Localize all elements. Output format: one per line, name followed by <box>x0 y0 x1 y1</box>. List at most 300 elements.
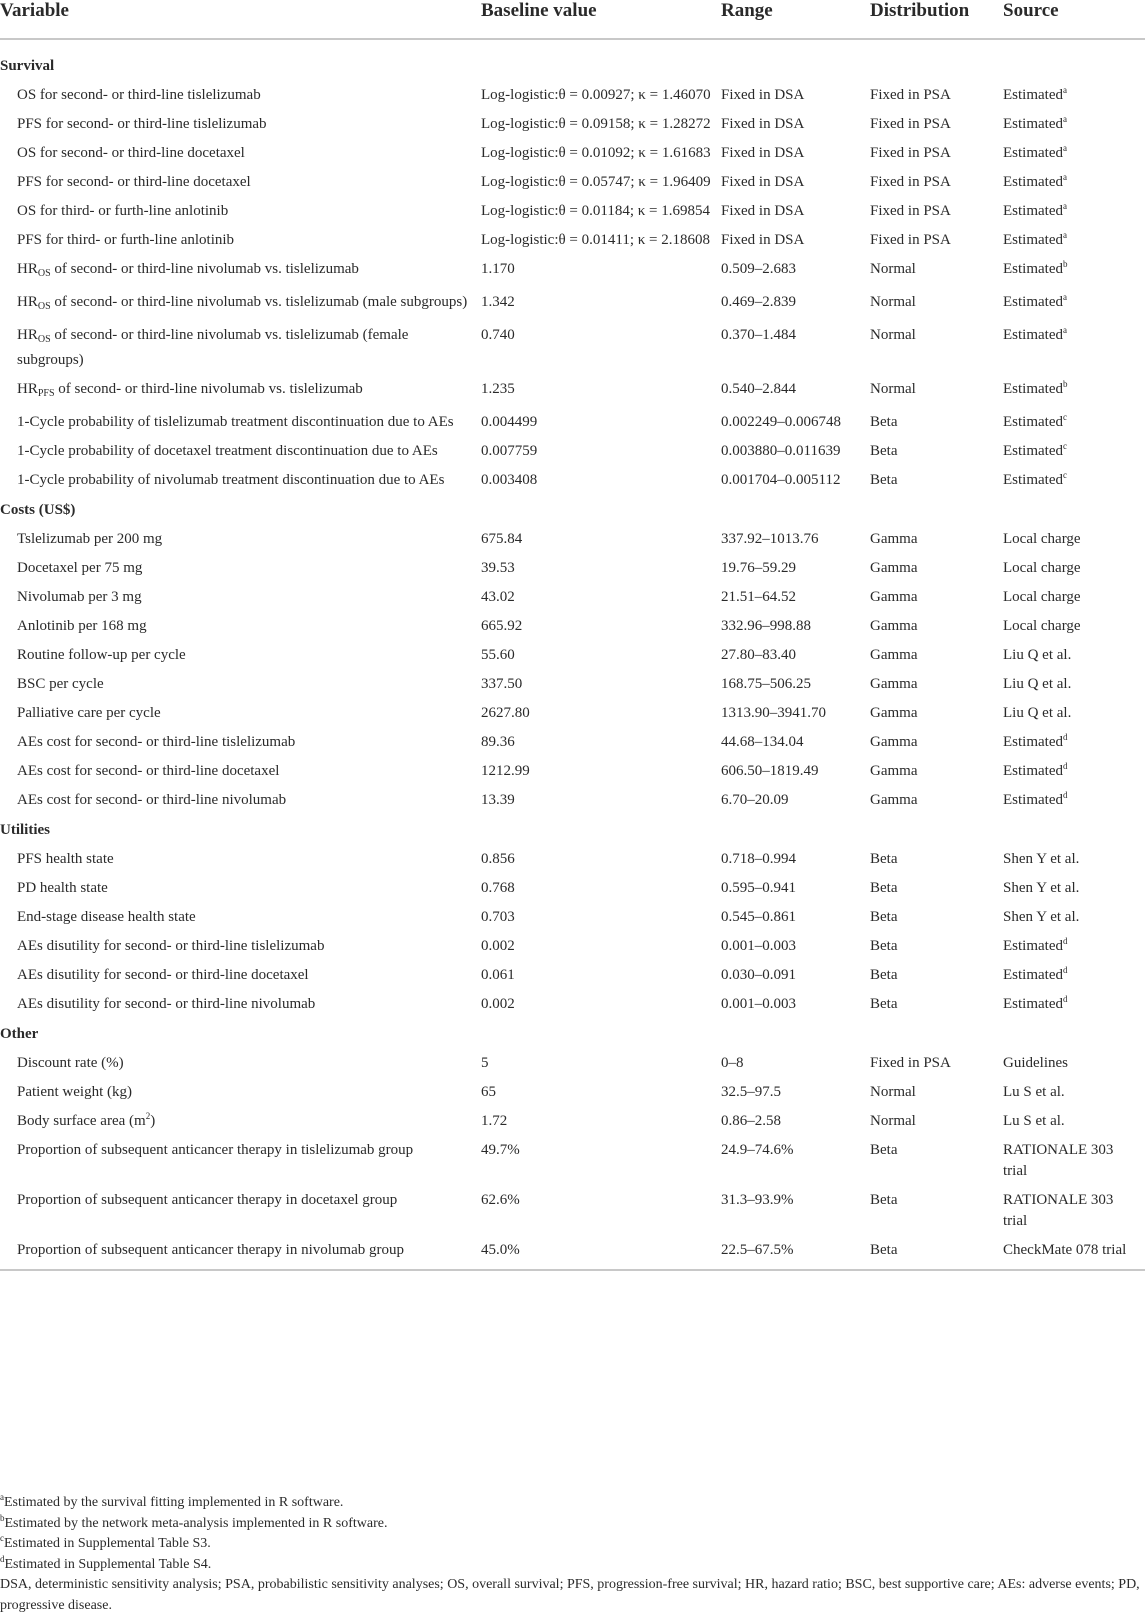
variable-text: 1-Cycle probability of nivolumab treatment discontinuation due to AEs <box>17 472 445 488</box>
table-row <box>0 873 1145 902</box>
variable-text: HR <box>17 261 38 277</box>
distribution-cell: Gamma <box>870 763 918 779</box>
source-text: Estimated <box>1003 327 1063 343</box>
baseline-value-cell: 0.856 <box>481 851 515 867</box>
source-footnote-mark: d <box>1063 761 1068 771</box>
distribution-cell: Normal <box>870 381 916 397</box>
variable-cell <box>0 844 481 873</box>
range-cell: 21.51–64.52 <box>721 589 796 605</box>
range-cell: 19.76–59.29 <box>721 560 796 576</box>
variable-cell <box>0 138 481 167</box>
variable-text-suffix: ) <box>150 1113 156 1129</box>
table-row <box>0 756 1145 785</box>
variable-subscript: OS <box>37 301 51 312</box>
variable-cell <box>0 989 481 1018</box>
distribution-cell: Fixed in PSA <box>870 174 951 190</box>
variable-cell <box>0 931 481 960</box>
footnote-d-mark: d <box>0 1553 5 1564</box>
header-source: Source <box>1003 0 1145 39</box>
range-cell: Fixed in DSA <box>721 203 805 219</box>
variable-cell <box>0 374 481 407</box>
baseline-value-cell: Log-logistic:θ = 0.01184; κ = 1.69854 <box>481 203 711 219</box>
variable-cell <box>0 1106 481 1135</box>
source-footnote-mark: b <box>1063 259 1068 269</box>
variable-cell <box>0 960 481 989</box>
baseline-value-cell: 2627.80 <box>481 705 530 721</box>
variable-text: Tslelizumab per 200 mg <box>17 531 163 547</box>
variable-cell <box>0 1235 481 1270</box>
section-row <box>0 1018 1145 1048</box>
baseline-value-cell: Log-logistic:θ = 0.00927; κ = 1.46070 <box>481 87 711 103</box>
variable-text: OS for second- or third-line tislelizumab <box>17 87 261 103</box>
distribution-cell: Beta <box>870 938 898 954</box>
variable-text: HR <box>17 327 38 343</box>
source-text: Liu Q et al. <box>1003 705 1072 721</box>
variable-text: PFS for second- or third-line docetaxel <box>17 174 251 190</box>
source-cell <box>1003 582 1145 611</box>
range-cell: Fixed in DSA <box>721 145 805 161</box>
distribution-cell: Beta <box>870 967 898 983</box>
source-footnote-mark: d <box>1063 790 1068 800</box>
source-cell <box>1003 407 1145 436</box>
variable-cell <box>0 553 481 582</box>
variable-text: Proportion of subsequent anticancer therapy in tislelizumab group <box>17 1142 414 1158</box>
source-text: Local charge <box>1003 618 1081 634</box>
source-cell <box>1003 698 1145 727</box>
variable-subscript: OS <box>37 334 51 345</box>
table-row <box>0 931 1145 960</box>
range-cell: 0.001–0.003 <box>721 938 796 954</box>
baseline-value-cell: 1.235 <box>481 381 515 397</box>
source-text: Estimated <box>1003 232 1063 248</box>
variable-text: AEs disutility for second- or third-line nivolumab <box>17 996 316 1012</box>
source-text: Estimated <box>1003 294 1063 310</box>
table-row <box>0 167 1145 196</box>
variable-text-suffix: of second- or third-line nivolumab vs. tislelizumab (male subgroups) <box>50 294 468 310</box>
source-footnote-mark: a <box>1063 114 1067 124</box>
distribution-cell: Fixed in PSA <box>870 116 951 132</box>
distribution-cell: Normal <box>870 261 916 277</box>
source-text: Shen Y et al. <box>1003 909 1080 925</box>
range-cell: 44.68–134.04 <box>721 734 804 750</box>
baseline-value-cell: 0.003408 <box>481 472 538 488</box>
baseline-value-cell: Log-logistic:θ = 0.01092; κ = 1.61683 <box>481 145 711 161</box>
source-footnote-mark: c <box>1063 412 1067 422</box>
footnote-c-mark: c <box>0 1533 4 1543</box>
table-row <box>0 1135 1145 1185</box>
source-text: Estimated <box>1003 145 1063 161</box>
variable-text: End-stage disease health state <box>17 909 196 925</box>
range-cell: 27.80–83.40 <box>721 647 796 663</box>
distribution-cell: Fixed in PSA <box>870 145 951 161</box>
source-cell <box>1003 1048 1145 1077</box>
footnote-a-mark: a <box>0 1492 4 1502</box>
table-row <box>0 1077 1145 1106</box>
variable-cell <box>0 109 481 138</box>
baseline-value-cell: 1.72 <box>481 1113 508 1129</box>
distribution-cell: Normal <box>870 294 916 310</box>
source-cell <box>1003 1185 1145 1235</box>
variable-cell <box>0 1185 481 1235</box>
source-footnote-mark: a <box>1063 230 1067 240</box>
range-cell: 332.96–998.88 <box>721 618 811 634</box>
source-cell <box>1003 873 1145 902</box>
source-text: Estimated <box>1003 996 1063 1012</box>
table-row <box>0 582 1145 611</box>
distribution-cell: Beta <box>870 1142 898 1158</box>
variable-cell <box>0 167 481 196</box>
footnote-a-text: Estimated by the survival fitting implemented in R software. <box>4 1495 344 1510</box>
table-row <box>0 669 1145 698</box>
distribution-cell: Gamma <box>870 676 918 692</box>
source-cell <box>1003 225 1145 254</box>
variable-text: AEs cost for second- or third-line docetaxel <box>17 763 280 779</box>
source-text: Estimated <box>1003 174 1063 190</box>
header-distribution: Distribution <box>870 0 1003 39</box>
variable-cell <box>0 1135 481 1185</box>
source-text: Estimated <box>1003 381 1063 397</box>
section-title: Costs (US$) <box>0 502 76 518</box>
header-range: Range <box>721 0 870 39</box>
footnote-b <box>0 1514 1145 1535</box>
source-footnote-mark: d <box>1063 965 1068 975</box>
header-baseline-value: Baseline value <box>481 0 721 39</box>
variable-cell <box>0 80 481 109</box>
source-footnote-mark: a <box>1063 292 1067 302</box>
source-cell <box>1003 254 1145 287</box>
variable-cell <box>0 902 481 931</box>
range-cell: Fixed in DSA <box>721 174 805 190</box>
source-text: Estimated <box>1003 967 1063 983</box>
baseline-value-cell: 89.36 <box>481 734 515 750</box>
variable-text: OS for third- or furth-line anlotinib <box>17 203 229 219</box>
table-row <box>0 138 1145 167</box>
source-text: Local charge <box>1003 531 1081 547</box>
source-footnote-mark: a <box>1063 325 1067 335</box>
distribution-cell: Fixed in PSA <box>870 203 951 219</box>
table-row <box>0 80 1145 109</box>
source-text: RATIONALE 303 trial <box>1003 1192 1114 1229</box>
baseline-value-cell: 0.768 <box>481 880 515 896</box>
range-cell: 0.509–2.683 <box>721 261 796 277</box>
source-cell <box>1003 902 1145 931</box>
variable-text: Palliative care per cycle <box>17 705 161 721</box>
table-row <box>0 524 1145 553</box>
range-cell: 22.5–67.5% <box>721 1235 870 1270</box>
distribution-cell: Normal <box>870 327 916 343</box>
distribution-cell: Gamma <box>870 531 918 547</box>
range-cell: 6.70–20.09 <box>721 792 789 808</box>
variable-text: Proportion of subsequent anticancer therapy in nivolumab group <box>17 1242 404 1258</box>
source-cell <box>1003 989 1145 1018</box>
baseline-value-cell: 675.84 <box>481 531 523 547</box>
range-cell: 0.86–2.58 <box>721 1113 781 1129</box>
source-cell <box>1003 611 1145 640</box>
variable-cell <box>0 640 481 669</box>
table-row <box>0 320 1145 374</box>
range-cell: Fixed in DSA <box>721 116 805 132</box>
variable-text: Proportion of subsequent anticancer therapy in docetaxel group <box>17 1192 398 1208</box>
table-row <box>0 1106 1145 1135</box>
table-row <box>0 785 1145 814</box>
section-row <box>0 814 1145 844</box>
header-row <box>0 0 1145 39</box>
source-text: Shen Y et al. <box>1003 880 1080 896</box>
baseline-value-cell: 1.342 <box>481 294 515 310</box>
range-cell: 606.50–1819.49 <box>721 763 819 779</box>
variable-cell <box>0 1077 481 1106</box>
distribution-cell: Gamma <box>870 560 918 576</box>
source-text: Estimated <box>1003 116 1063 132</box>
distribution-cell: Normal <box>870 1113 916 1129</box>
baseline-value-cell: 0.061 <box>481 967 515 983</box>
range-cell: 0.001704–0.005112 <box>721 472 841 488</box>
distribution-cell: Beta <box>870 996 898 1012</box>
range-cell: 24.9–74.6% <box>721 1142 794 1158</box>
table-row <box>0 844 1145 873</box>
variable-text: AEs cost for second- or third-line tislelizumab <box>17 734 296 750</box>
source-cell <box>1003 669 1145 698</box>
source-cell <box>1003 109 1145 138</box>
variable-text: Discount rate (%) <box>17 1055 124 1071</box>
distribution-cell: Gamma <box>870 647 918 663</box>
section-title: Other <box>0 1026 39 1042</box>
variable-text-suffix: of second- or third-line nivolumab vs. tislelizumab <box>54 381 363 397</box>
source-cell <box>1003 287 1145 320</box>
baseline-value-cell: 39.53 <box>481 560 515 576</box>
variable-cell <box>0 407 481 436</box>
source-footnote-mark: c <box>1063 441 1067 451</box>
source-text: Estimated <box>1003 261 1063 277</box>
source-footnote-mark: d <box>1063 936 1068 946</box>
table-row <box>0 254 1145 287</box>
variable-text: BSC per cycle <box>17 676 104 692</box>
baseline-value-cell: Log-logistic:θ = 0.01411; κ = 2.18608 <box>481 232 711 248</box>
variable-text-suffix: of second- or third-line nivolumab vs. tislelizumab (female subgroups) <box>17 327 409 368</box>
distribution-cell: Beta <box>870 414 898 430</box>
table-row <box>0 553 1145 582</box>
source-text: Estimated <box>1003 87 1063 103</box>
table-row <box>0 698 1145 727</box>
distribution-cell: Beta <box>870 443 898 459</box>
variable-cell <box>0 436 481 465</box>
variable-text: PFS health state <box>17 851 114 867</box>
table-row <box>0 640 1145 669</box>
baseline-value-cell: Log-logistic:θ = 0.09158; κ = 1.28272 <box>481 116 711 132</box>
section-title: Utilities <box>0 822 50 838</box>
variable-cell <box>0 196 481 225</box>
source-cell <box>1003 727 1145 756</box>
range-cell: 0.718–0.994 <box>721 851 796 867</box>
table-row <box>0 989 1145 1018</box>
baseline-value-cell: 5 <box>481 1055 489 1071</box>
distribution-cell: Fixed in PSA <box>870 87 951 103</box>
footnotes <box>0 1493 1145 1616</box>
variable-superscript: 2 <box>145 1111 151 1121</box>
table-row <box>0 1235 1145 1270</box>
variable-cell <box>0 1048 481 1077</box>
source-cell <box>1003 1106 1145 1135</box>
variable-text-suffix: of second- or third-line nivolumab vs. tislelizumab <box>50 261 359 277</box>
variable-cell <box>0 465 481 494</box>
table-row <box>0 1048 1145 1077</box>
source-cell <box>1003 844 1145 873</box>
footnote-b-mark: b <box>0 1512 5 1523</box>
baseline-value-cell: 0.004499 <box>481 414 538 430</box>
range-cell: 337.92–1013.76 <box>721 531 819 547</box>
source-cell <box>1003 138 1145 167</box>
table-row <box>0 611 1145 640</box>
source-cell <box>1003 1077 1145 1106</box>
variable-text: 1-Cycle probability of docetaxel treatment discontinuation due to AEs <box>17 443 438 459</box>
source-cell <box>1003 553 1145 582</box>
source-footnote-mark: b <box>1063 379 1068 389</box>
section-row <box>0 39 1145 80</box>
baseline-value-cell: 665.92 <box>481 618 523 634</box>
distribution-cell: Beta <box>870 909 898 925</box>
footnote-a <box>0 1493 1145 1514</box>
range-cell: 32.5–97.5 <box>721 1084 781 1100</box>
source-cell <box>1003 785 1145 814</box>
variable-cell <box>0 582 481 611</box>
variable-cell <box>0 698 481 727</box>
source-cell <box>1003 640 1145 669</box>
baseline-value-cell: 62.6% <box>481 1192 520 1208</box>
source-text: Estimated <box>1003 938 1063 954</box>
source-cell <box>1003 374 1145 407</box>
variable-cell <box>0 254 481 287</box>
table-row <box>0 407 1145 436</box>
baseline-value-cell: 43.02 <box>481 589 515 605</box>
range-cell: 0.370–1.484 <box>721 327 796 343</box>
variable-text: Body surface area (m <box>17 1113 146 1129</box>
source-text: Estimated <box>1003 472 1063 488</box>
table-row <box>0 109 1145 138</box>
variable-cell <box>0 611 481 640</box>
distribution-cell: Normal <box>870 1084 916 1100</box>
range-cell: Fixed in DSA <box>721 232 805 248</box>
baseline-value-cell: Log-logistic:θ = 0.05747; κ = 1.96409 <box>481 174 711 190</box>
header-variable: Variable <box>0 0 481 39</box>
source-footnote-mark: a <box>1063 143 1067 153</box>
variable-cell <box>0 669 481 698</box>
range-cell: 0.545–0.861 <box>721 909 796 925</box>
range-cell: 168.75–506.25 <box>721 676 811 692</box>
table-row <box>0 225 1145 254</box>
variable-text: Patient weight (kg) <box>17 1084 132 1100</box>
source-cell <box>1003 931 1145 960</box>
distribution-cell: Gamma <box>870 734 918 750</box>
source-footnote-mark: a <box>1063 85 1067 95</box>
footnote-c-text: Estimated in Supplemental Table S3. <box>4 1536 211 1551</box>
variable-cell <box>0 320 481 374</box>
table-row <box>0 287 1145 320</box>
variable-text: Anlotinib per 168 mg <box>17 618 147 634</box>
baseline-value-cell: 65 <box>481 1084 496 1100</box>
table-row <box>0 727 1145 756</box>
range-cell: 31.3–93.9% <box>721 1192 794 1208</box>
variable-text: PD health state <box>17 880 108 896</box>
source-footnote-mark: c <box>1063 470 1067 480</box>
source-cell <box>1003 320 1145 374</box>
variable-text: Nivolumab per 3 mg <box>17 589 142 605</box>
source-cell <box>1003 960 1145 989</box>
distribution-cell: Gamma <box>870 792 918 808</box>
source-text: Estimated <box>1003 414 1063 430</box>
variable-subscript: OS <box>37 268 51 279</box>
footnote-d-text: Estimated in Supplemental Table S4. <box>4 1556 212 1572</box>
variable-text: PFS for second- or third-line tislelizumab <box>17 116 267 132</box>
distribution-cell: Gamma <box>870 589 918 605</box>
table-row <box>0 196 1145 225</box>
source-text: Estimated <box>1003 203 1063 219</box>
range-cell: Fixed in DSA <box>721 87 805 103</box>
range-cell: 0.540–2.844 <box>721 381 796 397</box>
variable-cell <box>0 873 481 902</box>
source-text: Liu Q et al. <box>1003 676 1072 692</box>
source-text: Lu S et al. <box>1003 1113 1065 1129</box>
distribution-cell: Gamma <box>870 618 918 634</box>
baseline-value-cell: 0.002 <box>481 938 515 954</box>
variable-text: AEs disutility for second- or third-line tislelizumab <box>17 938 325 954</box>
footnote-d <box>0 1555 1145 1576</box>
variable-cell <box>0 225 481 254</box>
range-cell: 0.002249–0.006748 <box>721 414 841 430</box>
table-row <box>0 465 1145 494</box>
source-cell <box>1003 756 1145 785</box>
variable-cell <box>0 727 481 756</box>
range-cell: 0.003880–0.011639 <box>721 443 841 459</box>
variable-text: AEs cost for second- or third-line nivolumab <box>17 792 287 808</box>
source-text: Estimated <box>1003 763 1063 779</box>
source-text: CheckMate 078 trial <box>1003 1242 1127 1258</box>
baseline-value-cell: 1.170 <box>481 261 515 277</box>
variable-text: PFS for third- or furth-line anlotinib <box>17 232 235 248</box>
variable-text: 1-Cycle probability of tislelizumab treatment discontinuation due to AEs <box>17 414 454 430</box>
distribution-cell: Gamma <box>870 705 918 721</box>
source-cell <box>1003 167 1145 196</box>
baseline-value-cell: 49.7% <box>481 1142 520 1158</box>
source-cell <box>1003 80 1145 109</box>
source-text: Estimated <box>1003 443 1063 459</box>
distribution-cell: Fixed in PSA <box>870 232 951 248</box>
baseline-value-cell: 0.002 <box>481 996 515 1012</box>
table-row <box>0 374 1145 407</box>
source-cell <box>1003 524 1145 553</box>
range-cell: 0.469–2.839 <box>721 294 796 310</box>
source-footnote-mark: a <box>1063 172 1067 182</box>
variable-text: Routine follow-up per cycle <box>17 647 186 663</box>
variable-text: HR <box>17 381 38 397</box>
section-title: Survival <box>0 58 55 74</box>
source-cell <box>1003 465 1145 494</box>
source-text: Shen Y et al. <box>1003 851 1080 867</box>
source-text: Liu Q et al. <box>1003 647 1072 663</box>
distribution-cell: Beta <box>870 880 898 896</box>
variable-cell <box>0 524 481 553</box>
source-text: Estimated <box>1003 792 1063 808</box>
source-cell <box>1003 1235 1145 1270</box>
distribution-cell: Beta <box>870 1192 898 1208</box>
range-cell: 0.595–0.941 <box>721 880 796 896</box>
footnote-b-text: Estimated by the network meta-analysis implemented in R software. <box>4 1515 388 1531</box>
source-text: Local charge <box>1003 589 1081 605</box>
range-cell: 0.001–0.003 <box>721 996 796 1012</box>
range-cell: 0.030–0.091 <box>721 967 796 983</box>
variable-text: AEs disutility for second- or third-line docetaxel <box>17 967 309 983</box>
distribution-cell: Beta <box>870 472 898 488</box>
source-footnote-mark: a <box>1063 201 1067 211</box>
